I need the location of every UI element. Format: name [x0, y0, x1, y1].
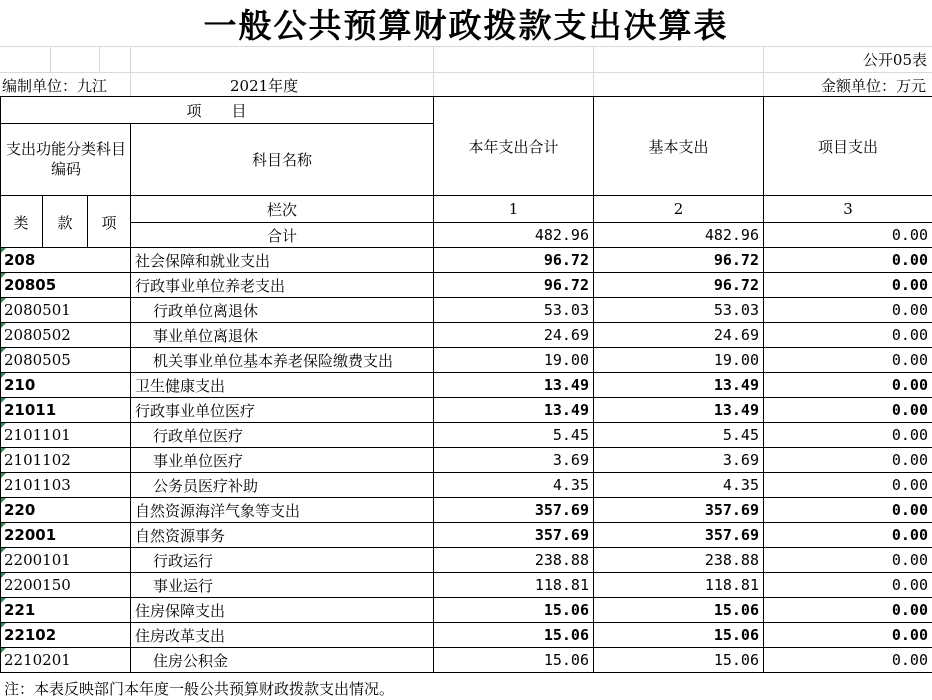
total-project: 0.00	[891, 226, 928, 244]
cell-project: 0.00	[891, 351, 928, 369]
form-number: 公开05表	[862, 51, 927, 69]
cell-name: 自然资源海洋气象等支出	[135, 501, 301, 520]
cell-name: 自然资源事务	[135, 526, 226, 545]
cell-basic: 357.69	[704, 501, 759, 519]
cell-project: 0.00	[891, 326, 928, 344]
cell-basic: 13.49	[713, 376, 759, 394]
lanci-label: 栏次	[266, 200, 297, 219]
cell-project: 0.00	[891, 526, 928, 544]
cell-project: 0.00	[891, 251, 928, 269]
cell-project: 0.00	[891, 476, 928, 494]
cell-total: 19.00	[543, 351, 589, 369]
cell-name: 行政单位离退休	[153, 301, 259, 320]
cell-basic: 15.06	[713, 601, 759, 619]
cell-name: 社会保障和就业支出	[135, 251, 271, 270]
cell-basic: 24.69	[713, 326, 759, 344]
cell-code: 2080502	[4, 326, 71, 344]
cell-basic: 238.88	[704, 551, 759, 569]
cell-name: 住房公积金	[153, 651, 229, 670]
cell-total: 53.03	[543, 301, 589, 319]
total-label: 合计	[266, 226, 297, 245]
total-basic: 482.96	[704, 226, 759, 244]
cell-basic: 96.72	[713, 276, 759, 294]
unit-label: 编制单位：九江	[2, 76, 108, 95]
cell-name: 行政单位医疗	[153, 426, 244, 445]
cell-project: 0.00	[891, 626, 928, 644]
cell-code: 21011	[4, 401, 57, 419]
cell-basic: 15.06	[713, 651, 759, 669]
cell-name: 住房保障支出	[135, 601, 226, 620]
cell-code: 2101101	[4, 426, 71, 444]
report-title: 一般公共预算财政拨款支出决算表	[203, 5, 729, 45]
cell-code: 2200150	[4, 576, 71, 594]
col-number-3: 3	[843, 200, 853, 218]
col-number-1: 1	[508, 200, 519, 218]
cell-total: 13.49	[543, 376, 589, 394]
cell-project: 0.00	[891, 376, 928, 394]
cell-total: 15.06	[543, 626, 589, 644]
cell-code: 20805	[4, 276, 57, 294]
cell-code: 2080505	[4, 351, 71, 369]
cell-project: 0.00	[891, 576, 928, 594]
cell-total: 96.72	[543, 276, 589, 294]
cell-project: 0.00	[891, 401, 928, 419]
cell-name: 行政事业单位养老支出	[135, 276, 286, 295]
cell-total: 357.69	[534, 501, 589, 519]
cell-total: 357.69	[534, 526, 589, 544]
cell-basic: 15.06	[713, 626, 759, 644]
col-number-2: 2	[673, 200, 684, 218]
cell-code: 221	[4, 601, 36, 619]
col-total-header: 本年支出合计	[468, 137, 559, 156]
cell-total: 5.45	[552, 426, 589, 444]
lei-header: 类	[13, 213, 29, 232]
cell-basic: 19.00	[713, 351, 759, 369]
cell-name: 行政运行	[153, 551, 214, 570]
cell-total: 4.35	[552, 476, 589, 494]
report-year: 2021年度	[230, 76, 299, 95]
cell-total: 96.72	[543, 251, 589, 269]
col-project-header: 项目支出	[817, 137, 878, 156]
cell-code: 2101103	[4, 476, 71, 494]
cell-basic: 4.35	[722, 476, 759, 494]
cell-code: 210	[4, 376, 36, 394]
cell-project: 0.00	[891, 451, 928, 469]
cell-code: 22102	[4, 626, 57, 644]
cell-project: 0.00	[891, 426, 928, 444]
kuan-header: 款	[57, 213, 73, 232]
name-header: 科目名称	[251, 150, 312, 169]
cell-total: 15.06	[543, 651, 589, 669]
cell-total: 3.69	[552, 451, 589, 469]
cell-project: 0.00	[891, 501, 928, 519]
cell-basic: 5.45	[722, 426, 759, 444]
code-header: 支出功能分类科目编码	[5, 140, 126, 178]
cell-name: 行政事业单位医疗	[135, 401, 256, 420]
xiang-header: 项	[101, 213, 117, 232]
cell-name: 卫生健康支出	[135, 376, 226, 395]
cell-project: 0.00	[891, 651, 928, 669]
cell-total: 118.81	[534, 576, 589, 594]
cell-total: 15.06	[543, 601, 589, 619]
cell-name: 公务员医疗补助	[153, 476, 259, 495]
cell-code: 2200101	[4, 551, 71, 569]
amount-unit: 金额单位：万元	[820, 76, 926, 95]
cell-basic: 357.69	[704, 526, 759, 544]
cell-name: 事业运行	[153, 576, 214, 595]
cell-project: 0.00	[891, 276, 928, 294]
cell-basic: 3.69	[722, 451, 759, 469]
cell-basic: 96.72	[713, 251, 759, 269]
cell-name: 机关事业单位基本养老保险缴费支出	[153, 351, 394, 370]
cell-code: 2101102	[4, 451, 71, 469]
col-basic-header: 基本支出	[648, 137, 709, 156]
cell-basic: 53.03	[713, 301, 759, 319]
cell-name: 住房改革支出	[135, 626, 226, 645]
cell-name: 事业单位医疗	[153, 451, 244, 470]
cell-code: 208	[4, 251, 36, 269]
cell-total: 238.88	[534, 551, 589, 569]
cell-code: 2080501	[4, 301, 71, 319]
cell-code: 22001	[4, 526, 57, 544]
cell-code: 2210201	[4, 651, 71, 669]
cell-project: 0.00	[891, 301, 928, 319]
cell-basic: 118.81	[704, 576, 759, 594]
cell-total: 13.49	[543, 401, 589, 419]
footnote: 注：本表反映部门本年度一般公共预算财政拨款支出情况。	[4, 679, 395, 698]
cell-project: 0.00	[891, 551, 928, 569]
cell-total: 24.69	[543, 326, 589, 344]
cell-name: 事业单位离退休	[153, 326, 259, 345]
item-header: 项 目	[186, 101, 247, 120]
cell-basic: 13.49	[713, 401, 759, 419]
cell-code: 220	[4, 501, 36, 519]
total-sum: 482.96	[534, 226, 589, 244]
cell-project: 0.00	[891, 601, 928, 619]
